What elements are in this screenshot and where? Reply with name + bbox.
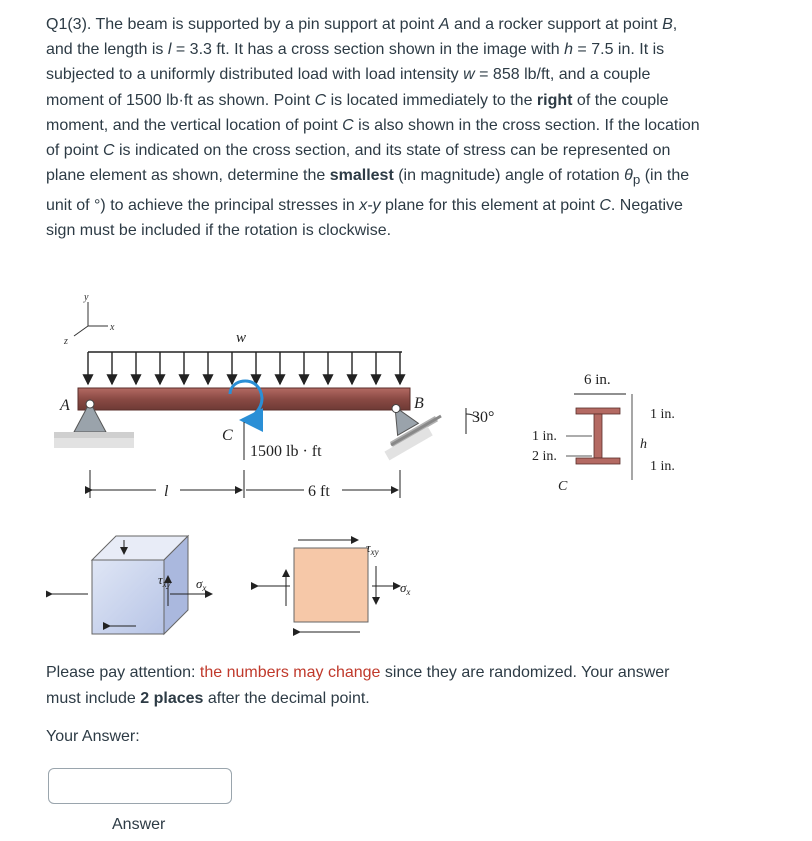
element-sigma-label: $\sigma_x$: [400, 580, 411, 597]
element-tau-label: $\tau_{xy}$: [366, 540, 379, 557]
axis-y-label: y: [84, 292, 89, 303]
label-A: A: [60, 397, 70, 414]
cs-h-label: h: [640, 437, 647, 452]
dim-l-label: l: [164, 483, 169, 500]
answer-input[interactable]: [48, 768, 232, 804]
angle-label: 30°: [472, 409, 495, 426]
label-B: B: [414, 395, 424, 412]
cs-width-label: 6 in.: [584, 372, 611, 388]
distributed-load: [88, 352, 402, 384]
cs-2in-label: 2 in.: [532, 449, 557, 464]
plane-stress-element: [258, 540, 400, 632]
cs-top-flange-label: 1 in.: [650, 407, 675, 422]
beam-figure: [46, 290, 726, 640]
your-answer-label: Your Answer:: [46, 728, 140, 745]
stress-cube: [52, 536, 212, 634]
dimension-lines: [90, 470, 400, 498]
cs-1in-label: 1 in.: [532, 429, 557, 444]
answer-button[interactable]: Answer: [112, 816, 166, 833]
cs-bottom-flange-label: 1 in.: [650, 459, 675, 474]
axis-x-label: x: [110, 322, 115, 333]
dim-6ft-label: 6 ft: [308, 483, 330, 500]
label-C-beam: C: [222, 427, 233, 444]
beam: [78, 388, 410, 410]
cube-tau-label: $\tau_{xy}$: [158, 572, 171, 589]
randomization-note: Please pay attention: the numbers may change since they are randomized. Your answer must include 2 places after the decimal point.: [46, 664, 670, 707]
load-w-label: w: [236, 330, 247, 346]
moment-label: 1500 lb · ft: [250, 443, 322, 460]
axis-z-label: z: [64, 336, 68, 347]
axis-triad: [74, 302, 108, 336]
question-text: Q1(3). The beam is supported by a pin support at point A and a rocker support at point B, and the length is l = 3.3 ft. It has a cross section shown in the image with h = 7.5 in. It is subjected to a uniformly distributed load with load intensity w = 858 lb/ft, and a couple moment of 1500 lb·ft as shown. Point C is located immediately to the right of the couple moment, and the vertical location of point C is also shown in the cross section. If the location of point C is indicated on the cross section, and its state of stress can be represented on plane element as shown, determine the smallest (in magnitude) angle of rotation $\theta_p$ (in the unit of °) to achieve the principal stresses in x-y plane for this element at point C. Negative sign must be included if the rotation is clockwise.: [46, 16, 700, 239]
cube-sigma-label: $\sigma_x$: [196, 576, 207, 593]
cs-C-label: C: [558, 479, 568, 494]
